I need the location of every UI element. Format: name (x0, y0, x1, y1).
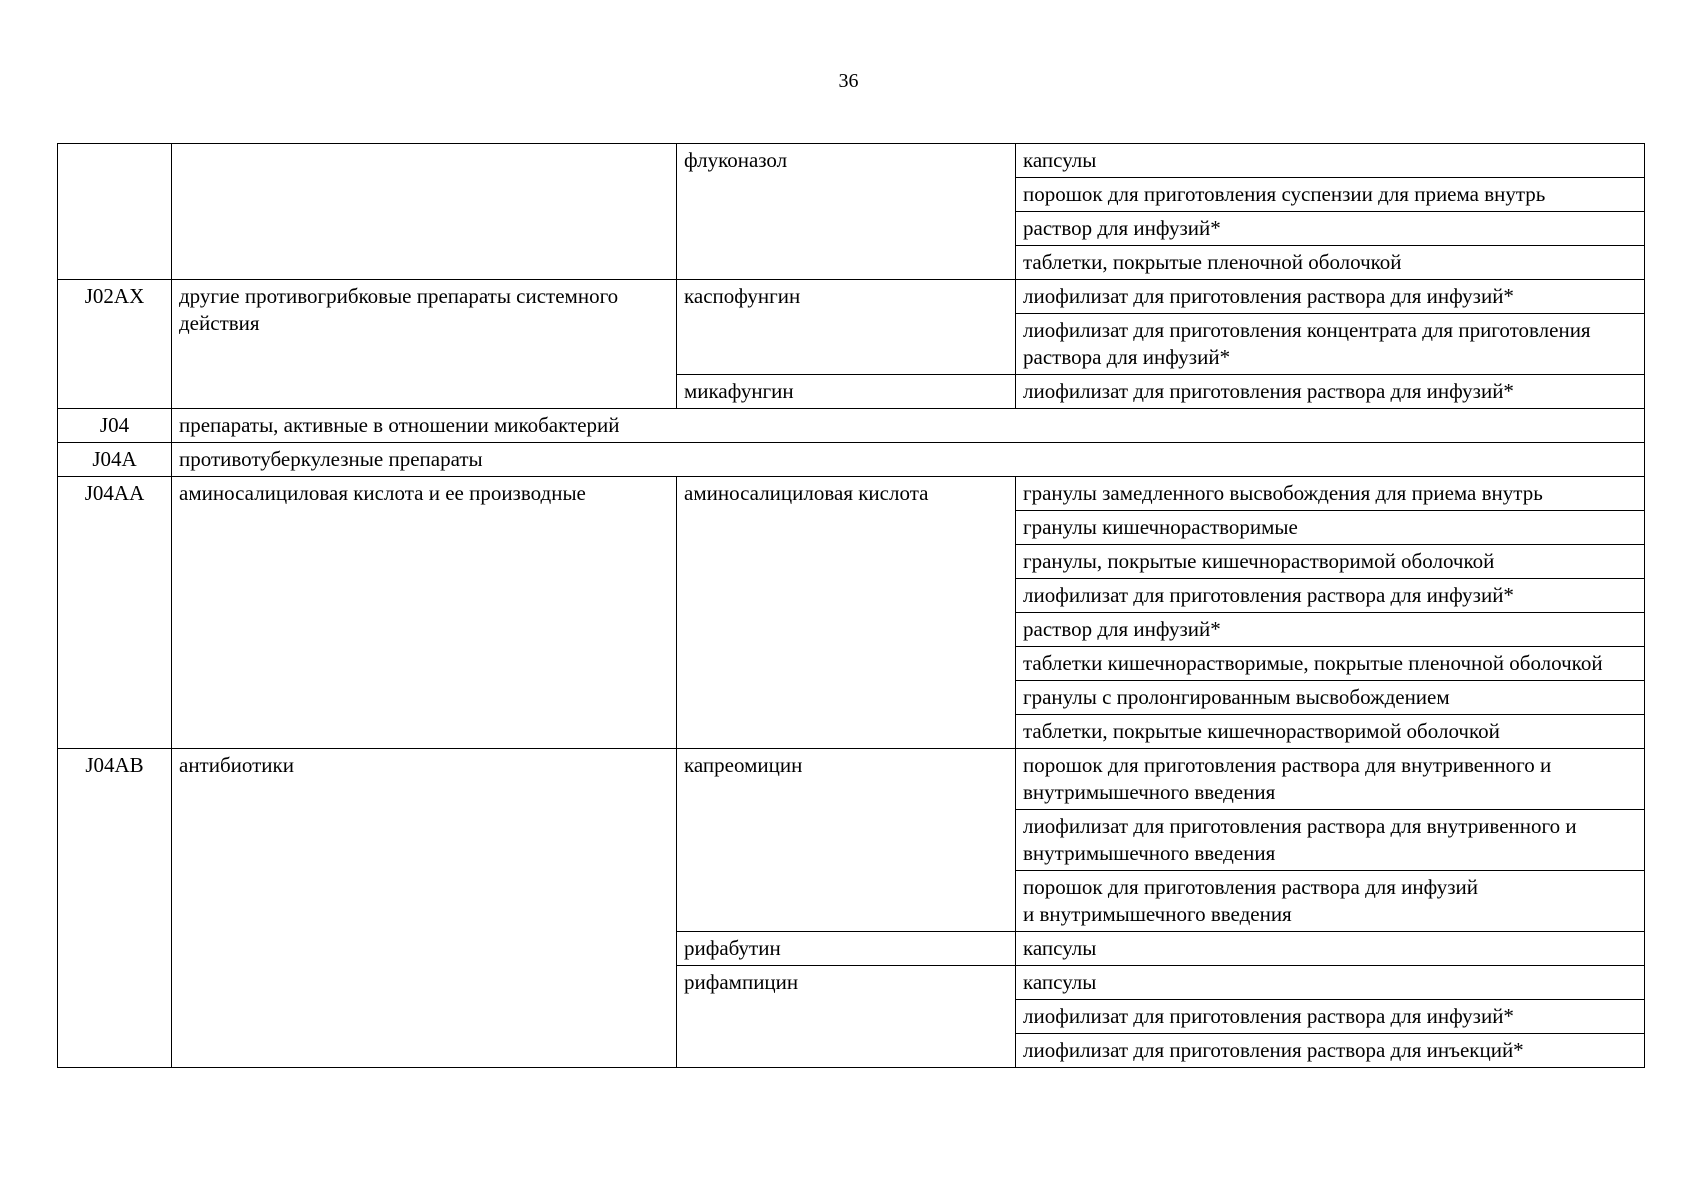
dosage-form: лиофилизат для приготовления раствора для внутривенного и внутримышечного введения (1016, 810, 1645, 871)
dosage-form: гранулы с пролонгированным высвобождением (1016, 681, 1645, 715)
table-row (58, 443, 1645, 477)
dosage-form: порошок для приготовления раствора для внутривенного и внутримышечного введения (1016, 749, 1645, 810)
dosage-form: гранулы кишечнорастворимые (1016, 511, 1645, 545)
drug-name: микафунгин (677, 375, 1016, 409)
drug-name: капреомицин (677, 749, 1016, 932)
atc-code: J04AA (58, 477, 172, 749)
dosage-form: капсулы (1016, 932, 1645, 966)
dosage-form: капсулы (1016, 144, 1645, 178)
atc-group-name: антибиотики (172, 749, 677, 1068)
atc-code: J02AX (58, 280, 172, 409)
atc-group-name (172, 144, 677, 280)
dosage-form: таблетки кишечнорастворимые, покрытые пленочной оболочкой (1016, 647, 1645, 681)
dosage-form: таблетки, покрытые кишечнорастворимой оболочкой (1016, 715, 1645, 749)
drug-name: рифабутин (677, 932, 1016, 966)
dosage-form: лиофилизат для приготовления раствора для инфузий* (1016, 579, 1645, 613)
atc-group-name: другие противогрибковые препараты системного действия (172, 280, 677, 409)
table-row (58, 144, 1645, 178)
drug-name: каспофунгин (677, 280, 1016, 375)
drug-name: флуконазол (677, 144, 1016, 280)
dosage-form: лиофилизат для приготовления раствора для инфузий* (1016, 280, 1645, 314)
table-row (58, 749, 1645, 810)
drug-name: аминосалициловая кислота (677, 477, 1016, 749)
dosage-form: порошок для приготовления раствора для инфузий и внутримышечного введения (1016, 871, 1645, 932)
dosage-form: капсулы (1016, 966, 1645, 1000)
atc-group-name: противотуберкулезные препараты (172, 443, 1645, 477)
atc-code: J04 (58, 409, 172, 443)
drug-table (57, 143, 1645, 1068)
table-row (58, 280, 1645, 314)
atc-code: J04AB (58, 749, 172, 1068)
dosage-form: раствор для инфузий* (1016, 212, 1645, 246)
atc-group-name: препараты, активные в отношении микобактерий (172, 409, 1645, 443)
table-row (58, 477, 1645, 511)
dosage-form: таблетки, покрытые пленочной оболочкой (1016, 246, 1645, 280)
page-number: 36 (838, 70, 859, 92)
dosage-form: лиофилизат для приготовления раствора для инфузий* (1016, 375, 1645, 409)
dosage-form: лиофилизат для приготовления концентрата для приготовления раствора для инфузий* (1016, 314, 1645, 375)
dosage-form: гранулы, покрытые кишечнорастворимой оболочкой (1016, 545, 1645, 579)
dosage-form: раствор для инфузий* (1016, 613, 1645, 647)
atc-group-name: аминосалициловая кислота и ее производные (172, 477, 677, 749)
atc-code: J04A (58, 443, 172, 477)
drug-name: рифампицин (677, 966, 1016, 1068)
table-row (58, 409, 1645, 443)
dosage-form: гранулы замедленного высвобождения для приема внутрь (1016, 477, 1645, 511)
dosage-form: лиофилизат для приготовления раствора для инъекций* (1016, 1034, 1645, 1068)
atc-code (58, 144, 172, 280)
dosage-form: порошок для приготовления суспензии для приема внутрь (1016, 178, 1645, 212)
dosage-form: лиофилизат для приготовления раствора для инфузий* (1016, 1000, 1645, 1034)
